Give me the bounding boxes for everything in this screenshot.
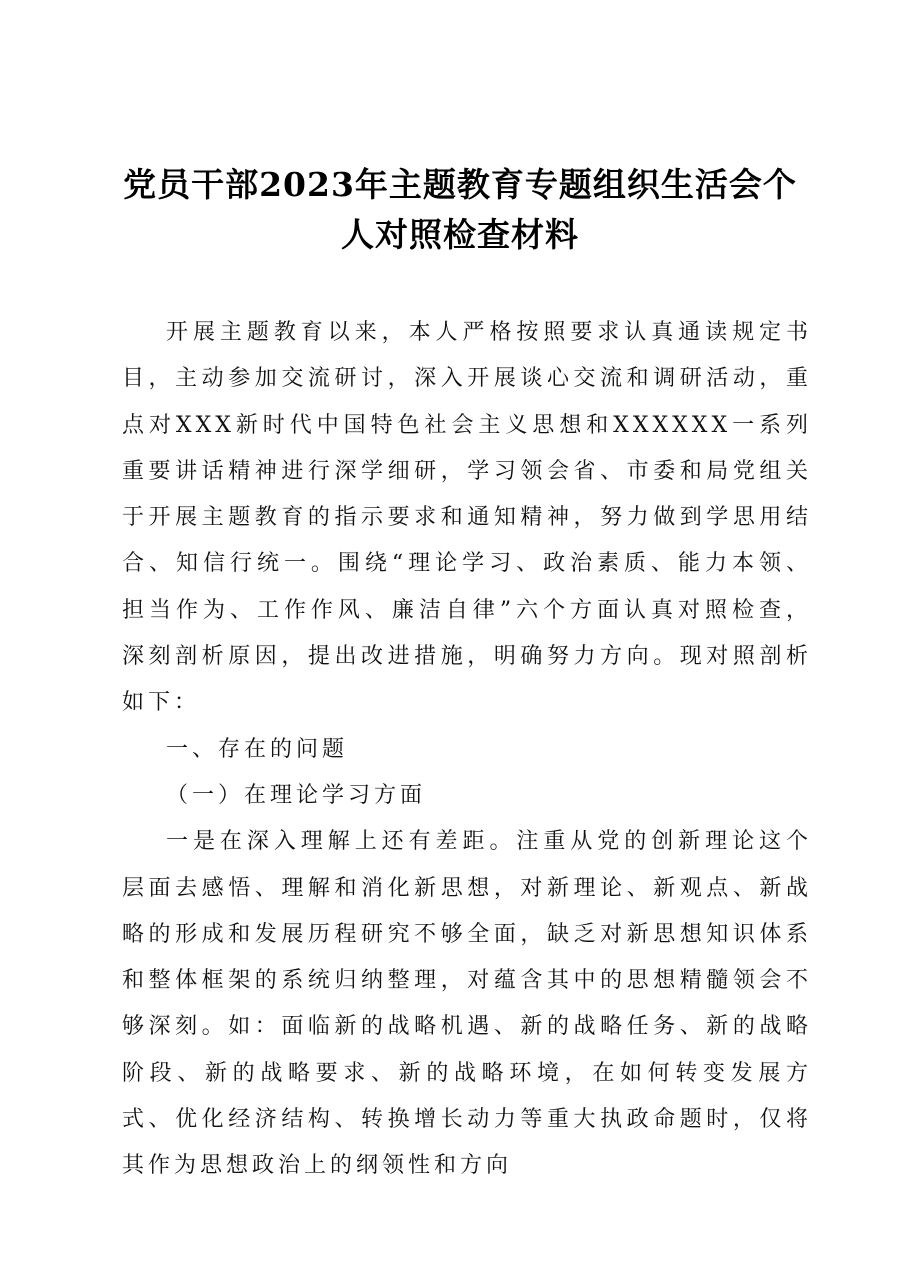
subsection-heading-theory-study: （一）在理论学习方面 (166, 782, 427, 808)
document-title: 党员干部2023年主题教育专题组织生活会个人对照检查材料 (123, 165, 797, 254)
intro-paragraph: 开展主题教育以来，本人严格按照要求认真通读规定书目，主动参加交流研讨，深入开展谈心交流和调研活动，重点对XXX新时代中国特色社会主义思想和XXXXXX一系列重要讲话精神进行深学细研，学习领会省、市委和局党组关于开展主题教育的指示要求和通知精神，努力做到学思用结合、知信行统一。围绕“理论学习、政治素质、能力本领、担当作为、工作作风、廉洁自律”六个方面认真对照检查，深刻剖析原因，提出改进措施，明确努力方向。现对照剖析如下： (122, 320, 812, 716)
body-paragraph-understanding: 一是在深入理解上还有差距。注重从党的创新理论这个层面去感悟、理解和消化新思想，对新理论、新观点、新战略的形成和发展历程研究不够全面，缺乏对新思想知识体系和整体框架的系统归纳整理，对蕴含其中的思想精髓领会不够深刻。如：面临新的战略机遇、新的战略任务、新的战略阶段、新的战略要求、新的战略环境，在如何转变发展方式、优化经济结构、转换增长动力等重大执政命题时，仅将其作为思想政治上的纲领性和方向 (122, 829, 812, 1179)
section-heading-problems: 一、存在的问题 (166, 736, 349, 762)
document-body (122, 310, 812, 1190)
